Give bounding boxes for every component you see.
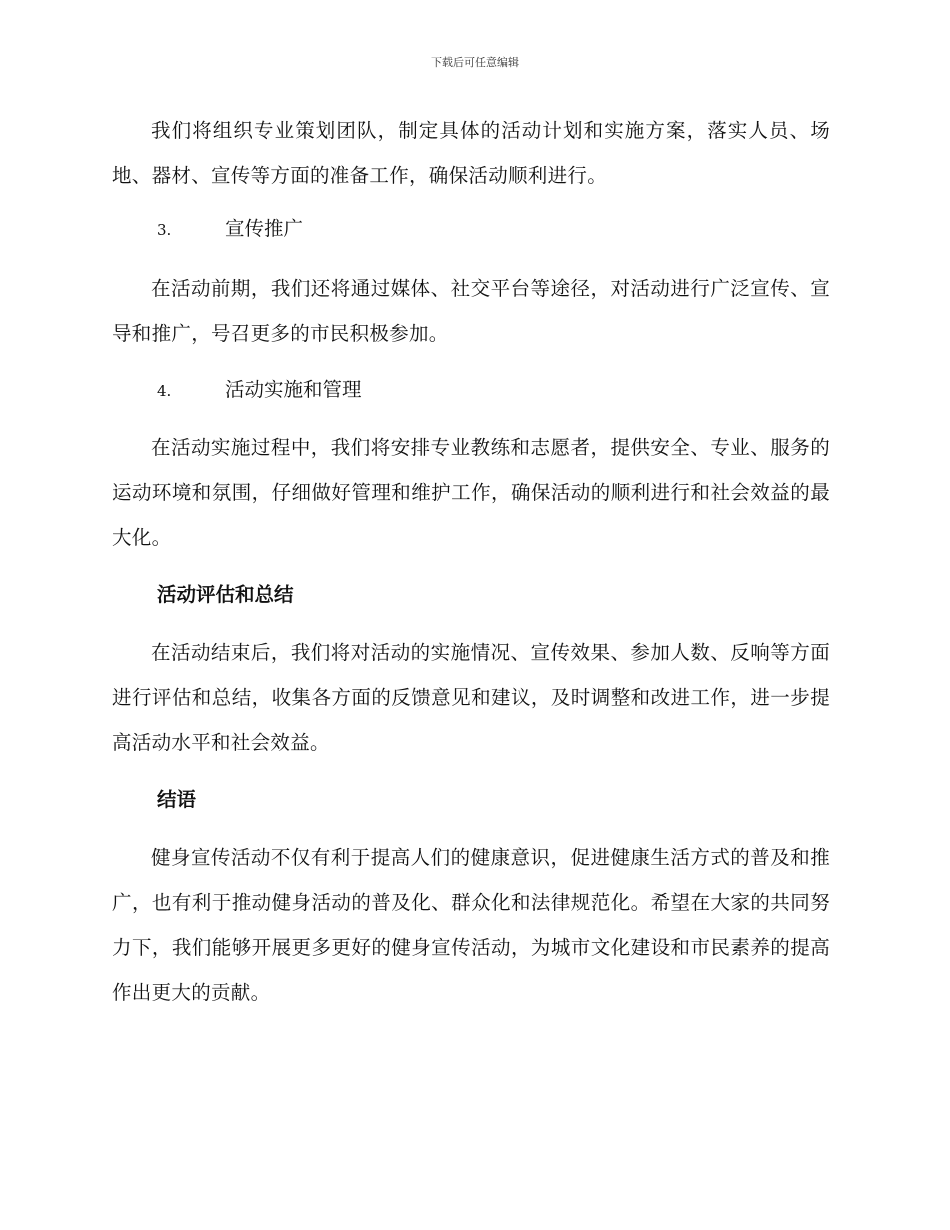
section-heading-evaluation: 活动评估和总结 — [157, 583, 294, 606]
list-title: 活动实施和管理 — [225, 378, 362, 401]
paragraph-promotion: 在活动前期，我们还将通过媒体、社交平台等途径，对活动进行广泛宣传、宣导和推广，号召更多的市民积极参加。 — [112, 277, 830, 345]
paragraph-evaluation: 在活动结束后，我们将对活动的实施情况、宣传效果、参加人数、反响等方面进行评估和总结，收集各方面的反馈意见和建议，及时调整和改进工作，进一步提高活动水平和社会效益。 — [112, 641, 830, 754]
paragraph-preparation: 我们将组织专业策划团队，制定具体的活动计划和实施方案，落实人员、场地、器材、宣传等方面的准备工作，确保活动顺利进行。 — [112, 119, 830, 187]
list-item-promotion — [157, 214, 757, 245]
list-item-management — [157, 375, 757, 406]
list-title: 宣传推广 — [225, 217, 304, 240]
paragraph-conclusion: 健身宣传活动不仅有利于提高人们的健康意识，促进健康生活方式的普及和推广，也有利于推动健身活动的普及化、群众化和法律规范化。希望在大家的共同努力下，我们能够开展更多更好的健身宣传活动，为城市文化建设和市民素养的提高作出更大的贡献。 — [112, 846, 830, 1004]
list-number: 3. — [157, 221, 172, 239]
header-note: 下载后可任意编辑 — [431, 56, 519, 69]
list-number: 4. — [157, 382, 172, 400]
paragraph-management: 在活动实施过程中，我们将安排专业教练和志愿者，提供安全、专业、服务的运动环境和氛围，仔细做好管理和维护工作，确保活动的顺利进行和社会效益的最大化。 — [112, 436, 830, 549]
section-heading-conclusion: 结语 — [157, 788, 197, 811]
